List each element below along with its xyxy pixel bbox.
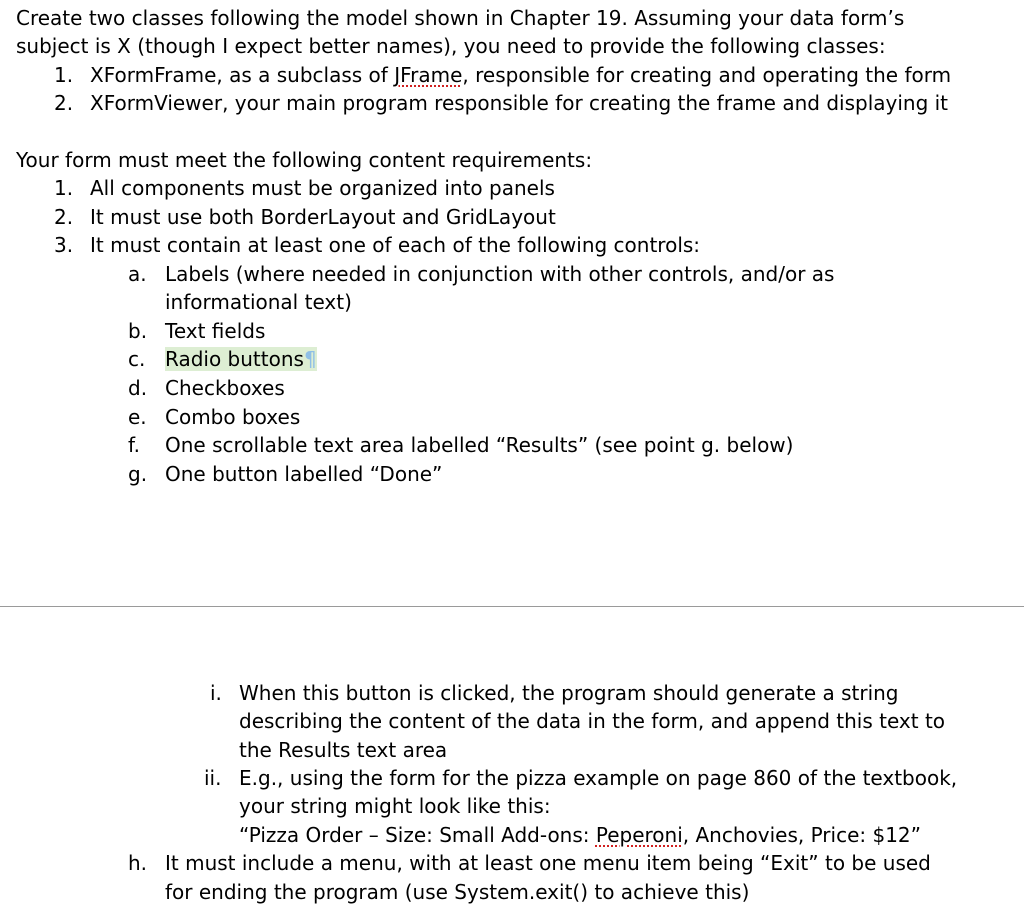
requirement-item: It must contain at least one of each of the following controls: [90, 233, 701, 257]
pilcrow-icon: ¶ [303, 347, 317, 371]
requirement-number: 1. [54, 176, 74, 200]
subpoint-i-line: the Results text area [239, 738, 448, 762]
control-letter: h. [128, 851, 148, 875]
control-letter: d. [128, 376, 148, 400]
requirement-item: All components must be organized into panels [90, 176, 555, 200]
control-item-text-fields: Text fields [165, 319, 266, 343]
control-item-labels: Labels (where needed in conjunction with other controls, and/or as [165, 262, 835, 286]
control-letter: g. [128, 462, 148, 486]
subpoint-numeral: ii. [204, 766, 222, 790]
control-item-text-area: One scrollable text area labelled “Results” (see point g. below) [165, 433, 794, 457]
requirement-number: 2. [54, 205, 74, 229]
requirement-item: It must use both BorderLayout and GridLayout [90, 205, 556, 229]
subpoint-ii-example [239, 823, 921, 847]
example-text: , Anchovies, Price: $12” [682, 823, 922, 847]
spellcheck-word: JFrame [394, 63, 463, 87]
subpoint-i-line: describing the content of the data in the form, and append this text to [239, 709, 946, 733]
menu-requirement-line: for ending the program (use System.exit() to achieve this) [165, 880, 750, 904]
class-item-text: , responsible for creating and operating the form [462, 63, 952, 87]
requirement-number: 3. [54, 233, 74, 257]
subpoint-numeral: i. [210, 681, 222, 705]
class-item-xformframe [90, 63, 951, 87]
control-item-radio-buttons [165, 347, 317, 371]
intro-line-1: Create two classes following the model shown in Chapter 19. Assuming your data form’s [16, 6, 905, 30]
spellcheck-word: Peperoni [595, 823, 683, 847]
menu-requirement-line: It must include a menu, with at least one menu item being “Exit” to be used [165, 851, 931, 875]
requirements-heading: Your form must meet the following content requirements: [16, 148, 593, 172]
control-letter: a. [128, 262, 147, 286]
class-item-xformviewer: XFormViewer, your main program responsible for creating the frame and displaying it [90, 91, 949, 115]
intro-line-2: subject is X (though I expect better names), you need to provide the following classes: [16, 34, 886, 58]
example-text: “Pizza Order – Size: Small Add-ons: [239, 823, 596, 847]
subpoint-i-line: When this button is clicked, the program should generate a string [239, 681, 899, 705]
subpoint-ii-line: E.g., using the form for the pizza example on page 860 of the textbook, [239, 766, 958, 790]
class-number: 1. [54, 63, 74, 87]
control-item-checkboxes: Checkboxes [165, 376, 285, 400]
control-letter: f. [128, 433, 140, 457]
control-item-done-button: One button labelled “Done” [165, 462, 443, 486]
class-number: 2. [54, 91, 74, 115]
page-divider [0, 606, 1024, 607]
control-item-combo-boxes: Combo boxes [165, 405, 301, 429]
subpoint-ii-line: your string might look like this: [239, 794, 551, 818]
control-letter: e. [128, 405, 147, 429]
control-item-text: Radio buttons [165, 347, 304, 371]
control-letter: b. [128, 319, 148, 343]
control-item-labels-cont: informational text) [165, 290, 352, 314]
control-letter: c. [128, 347, 146, 371]
class-item-text: XFormFrame, as a subclass of [90, 63, 395, 87]
